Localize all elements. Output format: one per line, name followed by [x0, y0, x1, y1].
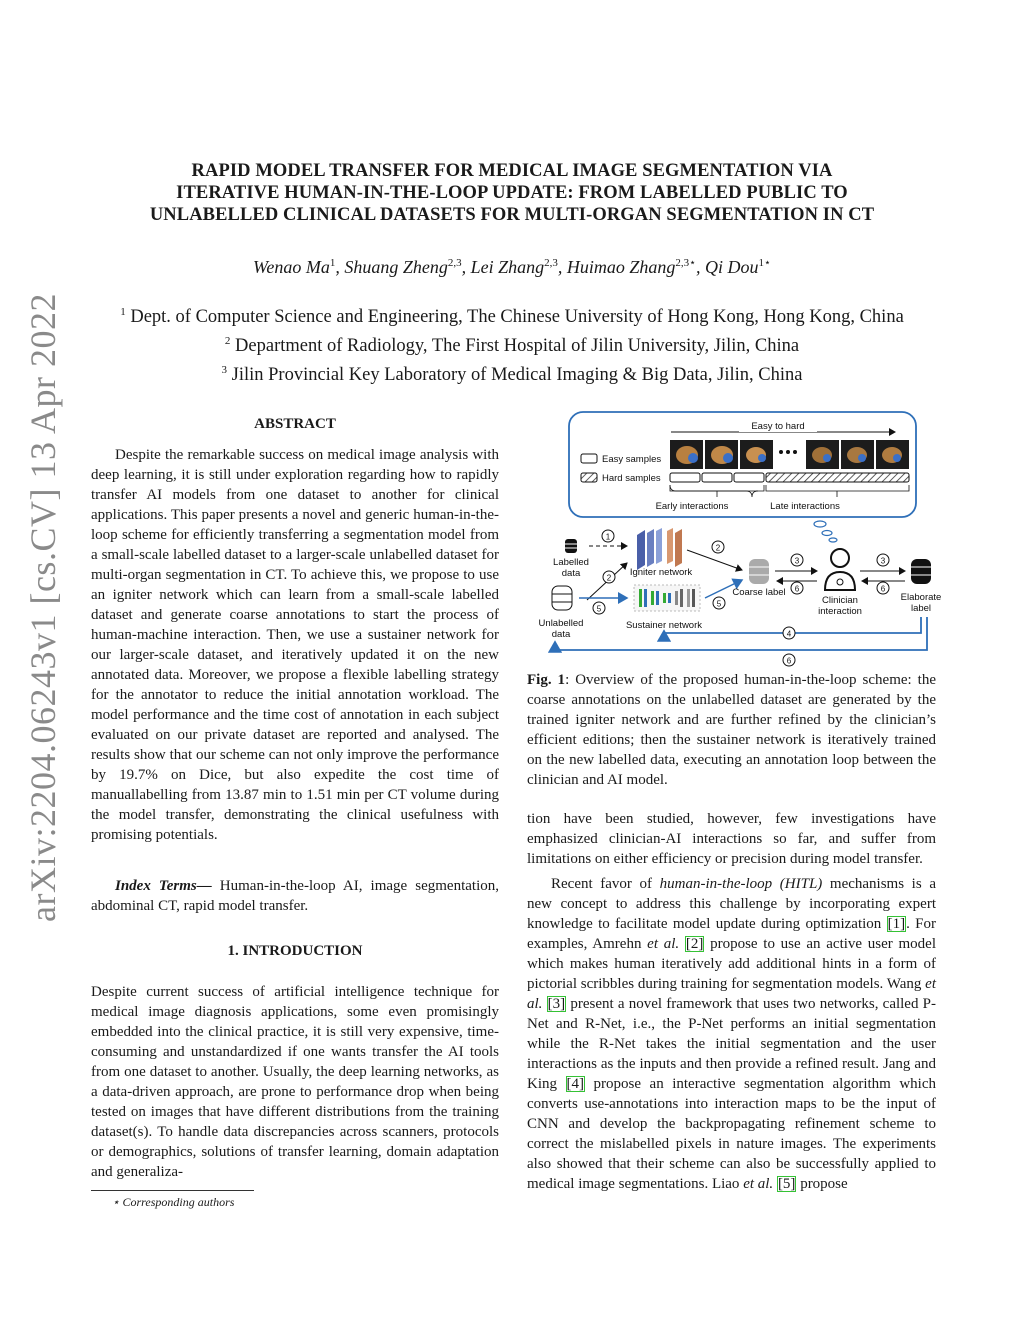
svg-text:2: 2 [715, 543, 721, 553]
arxiv-identifier: arXiv:2204.06243v1 [cs.CV] 13 Apr 2022 [23, 293, 63, 922]
ct-slices-early [670, 440, 773, 469]
figure-label: Fig. 1 [527, 672, 566, 688]
svg-text:data: data [561, 568, 581, 579]
igniter-network-label: Igniter network [629, 567, 693, 578]
affiliation-2: $^2$ Department of Radiology, The First Hospital of Jilin University, Jilin, China [224, 335, 800, 357]
right-paragraph-1: tion have been studied, however, few investigations have emphasized clinician-AI interactions so far, and suffer from limitations on either efficiency or precision during model transfer. [527, 811, 936, 867]
affiliations [90, 300, 934, 387]
abstract-body [91, 445, 499, 845]
index-terms-text: Human-in-the-loop AI, image segmentation, abdominal CT, rapid model transfer. [91, 878, 500, 914]
figure-caption [527, 670, 936, 790]
footnote: ⋆ Corresponding authors [112, 1195, 235, 1209]
citation-link[interactable]: [5] [777, 1176, 796, 1192]
author: Shuang Zheng [344, 257, 448, 277]
easy-samples-label: Easy samples [602, 454, 662, 465]
affiliation-3: $^3$ Jilin Provincial Key Laboratory of Medical Imaging & Big Data, Jilin, China [221, 364, 803, 386]
author: Lei Zhang [470, 257, 545, 277]
svg-text:6: 6 [880, 584, 886, 594]
svg-text:6: 6 [794, 584, 800, 594]
svg-text:1: 1 [605, 532, 611, 542]
author: Qi Dou [705, 257, 759, 277]
svg-text:3: 3 [794, 556, 800, 566]
igniter-network-icon [637, 528, 682, 570]
author-list: Wenao Ma$^1$, Shuang Zheng$^{2,3}$, Lei Zhang$^{2,3}$, Huimao Zhang$^{2,3⋆}$, Qi Dou$^{1⋆}$ [253, 257, 771, 277]
labelled-data-icon [565, 539, 577, 553]
clinician-icon [825, 549, 855, 590]
svg-text:Clinician: Clinician [822, 595, 858, 606]
intro-text: Despite current success of artificial intelligence technique for medical image diagnosis applications, some even promisingly embedded into the clinical practice, it is still very expensive, time-consuming and unstandardized if one wants transfer the AI tools from one dataset to another. Usually, the deep learning networks, as a data-driven approach, are prone to performance drop when being tested on images that have different distributions from the training dataset(s). To handle data discrepancies across scanners, protocols or demographics, solutions of transfer learning, domain adaptation and generaliza- [91, 984, 499, 1180]
easy-sample-legend [581, 454, 597, 463]
hard-sample-legend [581, 473, 597, 482]
affiliation-1: $^1$ Dept. of Computer Science and Engineering, The Chinese University of Hong Kong, Hong Kong, China [120, 306, 904, 328]
index-terms [91, 876, 499, 916]
abstract-text: Despite the remarkable success on medical image analysis with deep learning, it is still under exploration regarding how to rapidly transfer AI models from one dataset to another for clinical applications. This paper presents a novel and generic human-in-the-loop scheme for efficiently transferring a segmentation model from a small-scale labelled dataset to a larger-scale unlabelled dataset for multi-organ segmentation in CT. To achieve this, we propose to use an igniter network which can learn from a small-scale labelled dataset and generate coarse annotations to start the process of human-machine interaction. Then, we use a sustainer network for our larger-scale dataset, and iteratively updated it on the new annotated data. Moreover, we propose a flexible labelling strategy for the annotator to reduce the initial annotation workload. The model performance and the time cost of annotation in each subject evaluated on our private dataset are reported and analysed. The results show that our scheme can not only improve the performance by 19.7% on Dice, but also expedite the cost time of manuallabelling from 13.87 min to 1.51 min per CT volume during the model transfer, demonstrating the clinical usefulness with promising potentials. [91, 447, 499, 843]
svg-text:5: 5 [596, 604, 602, 614]
svg-text:Unlabelled: Unlabelled [538, 618, 584, 629]
abstract-heading: ABSTRACT [254, 416, 336, 432]
intro-body [91, 982, 499, 1182]
coarse-label-icon [749, 559, 769, 584]
index-terms-label: Index Terms— [115, 878, 212, 894]
svg-text:4: 4 [786, 629, 792, 639]
figure-1-diagram [527, 405, 947, 670]
svg-text:Elaborate: Elaborate [900, 592, 942, 603]
hard-samples-label: Hard samples [602, 473, 661, 484]
svg-text:3: 3 [880, 556, 886, 566]
citation-link[interactable]: [1] [887, 916, 906, 932]
svg-text:6: 6 [786, 656, 792, 666]
title-line-2: ITERATIVE HUMAN-IN-THE-LOOP UPDATE: FROM LABELLED PUBLIC TO [176, 183, 848, 203]
title-line-3: UNLABELLED CLINICAL DATASETS FOR MULTI-ORGAN SEGMENTATION IN CT [149, 205, 875, 225]
paper-title [90, 160, 934, 226]
intro-heading: 1. INTRODUCTION [227, 943, 363, 959]
footnote-rule [91, 1190, 254, 1191]
citation-link[interactable]: [2] [685, 936, 704, 952]
svg-text:data: data [551, 629, 571, 640]
ct-slices-late [806, 440, 909, 469]
sustainer-network-label: Sustainer network [625, 620, 703, 631]
svg-text:2: 2 [606, 573, 612, 583]
elaborate-label-icon [911, 559, 931, 584]
right-paragraph-2: Recent favor of human-in-the-loop (HITL) mechanisms is a new concept to address this challenge by incorporating expert knowledge to facilitate model update during optimization [1]. For examples, Amrehn et al. [2] propose to use an active user model which makes human iteratively add additional hints in a form of pictorial scribbles during training for segmentation models. Wang et al. [3] present a novel framework that uses two networks, called P-Net and R-Net, i.e., the P-Net performs an initial segmentation while the R-Net takes the initial segmentation and the user interactions as the inputs and then provide a refined result. Jang and King [4] propose an interactive segmentation algorithm which converts use-annotations into interaction maps to be the input of CNN and develop the backpropagating refinement scheme to correct the mislabelled pixels in nature images. The experiments also showed that their scheme can also be successfully applied to medical image segmentations. Liao et al. [5] propose [527, 876, 937, 1192]
svg-text:label: label [910, 603, 932, 614]
easy-to-hard-label: Easy to hard [751, 421, 805, 432]
author: Wenao Ma [253, 257, 330, 277]
author: Huimao Zhang [566, 257, 676, 277]
svg-text:5: 5 [716, 599, 722, 609]
late-interactions-label: Late interactions [770, 501, 840, 512]
unlabelled-data-icon [552, 586, 572, 610]
sustainer-network-icon [634, 585, 700, 611]
svg-text:interaction: interaction [818, 606, 862, 617]
citation-link[interactable]: [4] [566, 1076, 585, 1092]
caption-text: : Overview of the proposed human-in-the-loop scheme: the coarse annotations on the unlabelled dataset are generated by the trained igniter network and are further refined by the clinician’s efficient editions; then the sustainer network is iteratively trained on the new labelled data, executing an annotation loop between the clinician and AI model. [527, 672, 936, 788]
early-interactions-label: Early interactions [655, 501, 729, 512]
title-line-1: RAPID MODEL TRANSFER FOR MEDICAL IMAGE SEGMENTATION VIA [191, 161, 833, 181]
svg-text:Labelled: Labelled [553, 557, 589, 568]
citation-link[interactable]: [3] [547, 996, 566, 1012]
coarse-label: Coarse label [732, 587, 786, 598]
